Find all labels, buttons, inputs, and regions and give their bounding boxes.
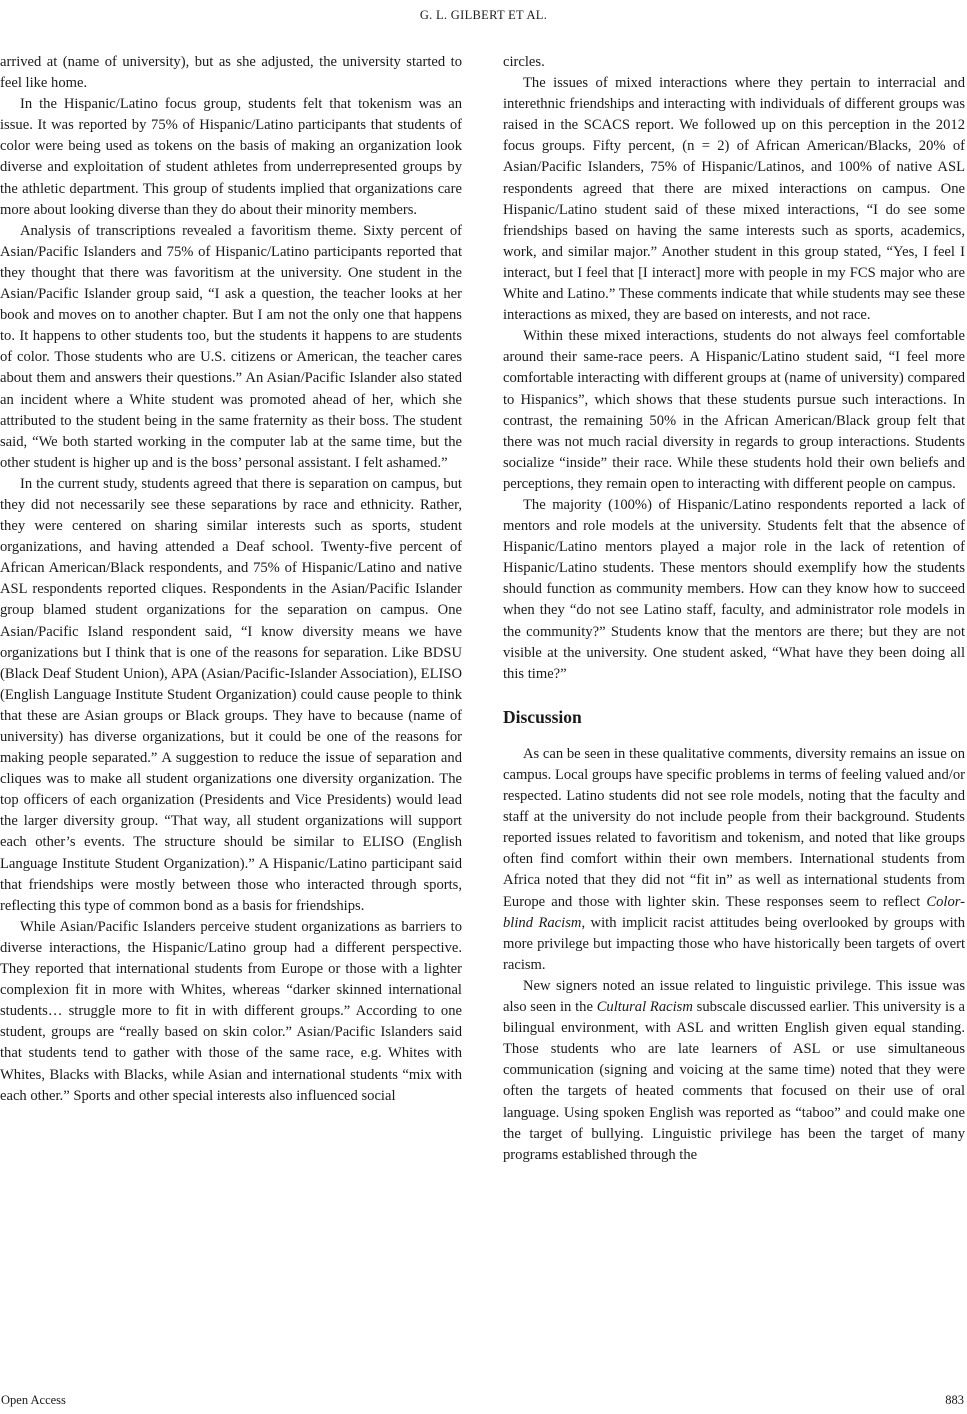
section-heading: Discussion — [503, 706, 582, 727]
text-span: As can be seen in these qualitative comments, diversity remains an issue on campus. Local groups have specific problems in terms of feeling valued and/or respected. Latino students did not see role models, noting that the faculty and staff at the university do not include people from their background. Students reported issues related to favoritism and tokenism, and noted that like groups often find comfort within their own members. International students from Africa noted that they did not “fit in” as well as international students from Europe and those with lighter skin. These responses seem to reflect — [503, 745, 965, 910]
paragraph: circles. — [503, 54, 545, 70]
paragraph — [503, 744, 965, 976]
emphasis-term: Color-blind Racism — [503, 893, 965, 931]
page-number: 883 — [945, 1393, 964, 1407]
paragraph: In the Hispanic/Latino focus group, students felt that tokenism was an issue. It was reported by 75% of Hispanic/Latino participants that students of color were being used as tokens on the basis of making an organization look diverse and exploitation of student athletes from underrepresented groups by the athletic department. This group of students implied that organizations care more about looking diverse than they do about their minority members. — [0, 96, 462, 218]
paragraph: The issues of mixed interactions where they pertain to interracial and interethnic friendships and interacting with individuals of different groups was raised in the SCACS report. We followed up on this perception in the 2012 focus groups. Fifty percent, (n = 2) of African American/Blacks, 20% of Asian/Pacific Islanders, 75% of Hispanic/Latinos, and 100% of native ASL respondents agreed that there are mixed interactions on campus. One Hispanic/Latino student said of these mixed interactions, “I do see some friendships based on having the same interests such as sports, academics, work, and similar major.” Another student in this group stated, “Yes, I feel I interact, but I feel that [I interact] more with people in my FCS major who are White and Latino.” These comments indicate that while students may see these interactions as mixed, they are based on interests, and not race. — [503, 75, 965, 324]
left-column — [0, 52, 462, 1107]
paragraph: While Asian/Pacific Islanders perceive student organizations as barriers to diverse interactions, the Hispanic/Latino group had a different perspective. They reported that international students from Europe or those with a lighter complexion fit in more with Whites, whereas “darker skinned international students… struggle more to fit in with different groups.” According to one student, groups are “really based on skin color.” Asian/Pacific Islanders said that students tend to gather with those of the same race, e.g. Whites with Whites, Blacks with Blacks, while Asian and international students “mix with each other.” Sports and other special interests also influenced social — [0, 918, 462, 1104]
text-span: , with implicit racist attitudes being overlooked by groups with more privilege but impacting those who have historically been targets of overt racism. — [503, 914, 965, 973]
paragraph: In the current study, students agreed that there is separation on campus, but they did not necessarily see these separations by race and ethnicity. Rather, they were centered on sharing similar interests such as sports, student organizations, and having attended a Deaf school. Twenty-five percent of African American/Black respondents, and 75% of Hispanic/Latino and native ASL respondents reported cliques. Respondents in the Asian/Pacific Islander group blamed student organizations for the separation on campus. One Asian/Pacific Island respondent said, “I know diversity means we have organizations but I think that is one of the reasons for separation. Like BDSU (Black Deaf Student Union), APA (Asian/Pacific-Islander Association), ELISO (English Language Institute Student Organization) could cause people to think that these are Asian groups or Black groups. They have to because (name of university) has diverse organizations, but it could be one of the reasons for making people separated.” A suggestion to reduce the issue of separation and cliques was to make all student organizations one diversity organization. The top officers of each organization (Presidents and Vice Presidents) would lead the larger diversity group. “That way, all student organizations will support each other’s events. The structure should be similar to ELISO (English Language Institute Student Organization).” A Hispanic/Latino participant said that friendships were mostly between those who interacted through sports, reflecting this type of common bond as a basis for friendships. — [0, 475, 462, 914]
paragraph — [503, 976, 965, 1166]
emphasis-term: Cultural Racism — [596, 999, 693, 1016]
text-span: New signers noted an issue related to linguistic privilege. This issue was also seen in the — [503, 977, 965, 1016]
running-head: G. L. GILBERT ET AL. — [419, 8, 548, 22]
paragraph: Within these mixed interactions, students do not always feel comfortable around their same-race peers. A Hispanic/Latino student said, “I feel more comfortable interacting with different groups at (name of university) compared to Hispanics”, which shows that these students pursue such interactions. In contrast, the remaining 50% in the African American/Black group felt that there was not much racial diversity in regards to group interactions. Students socialize “inside” their race. While these students hold their own beliefs and perceptions, they remain open to interacting with different people on campus. — [503, 328, 965, 492]
paragraph: arrived at (name of university), but as she adjusted, the university started to feel like home. — [0, 54, 462, 92]
footer-open-access: Open Access — [1, 1393, 66, 1407]
paragraph: The majority (100%) of Hispanic/Latino respondents reported a lack of mentors and role models at the university. Students felt that the absence of Hispanic/Latino mentors played a major role in the lack of retention of Hispanic/Latino students. These mentors should exemplify how the students should function as community members. How can they know how to succeed when they “do not see Latino staff, faculty, and administrator role models in the community?” Students know that the mentors are there; but they are not visible at the university. One student asked, “What have they been doing all this time?” — [503, 496, 965, 682]
right-column — [503, 52, 965, 1166]
text-span: subscale discussed earlier. This university is a bilingual environment, with ASL and written English given equal standing. Those students who are late learners of ASL or use simultaneous communication (signing and voicing at the same time) noted that they were often the targets of heated comments that focused on their use of oral language. Using spoken English was reported as “taboo” and could make one the target of bullying. Linguistic privilege has been the target of many programs established through the — [503, 999, 966, 1163]
paragraph: Analysis of transcriptions revealed a favoritism theme. Sixty percent of Asian/Pacific Islanders and 75% of Hispanic/Latino participants reported that they thought that there was favoritism at the university. One student in the Asian/Pacific Islander group said, “I ask a question, the teacher looks at her book and moves on to another chapter. But I am not the only one that happens to. It happens to other students too, but the students it happens to are students of color. Those students who are U.S. citizens or American, the teacher cares about them and answers their questions.” An Asian/Pacific Islander also stated an incident where a White student was promoted ahead of her, which she attributed to the student being in the same fraternity as their boss. The student said, “We both started working in the computer lab at the same time, but the other student is higher up and is the boss’ personal assistant. I felt ashamed.” — [0, 222, 462, 471]
